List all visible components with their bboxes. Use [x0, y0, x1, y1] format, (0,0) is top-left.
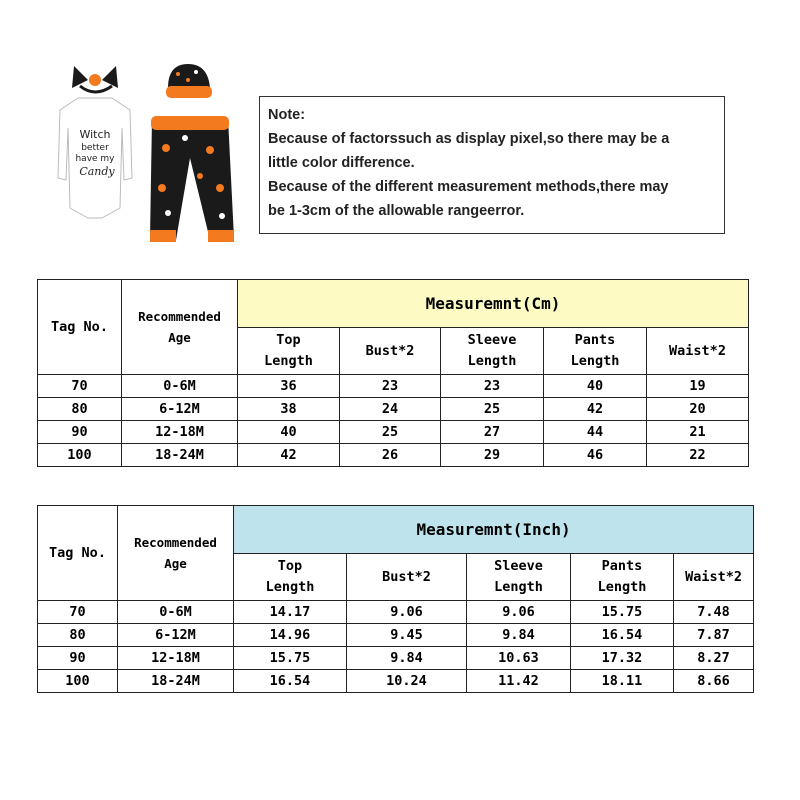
table-cell: 17.32 — [571, 647, 674, 670]
table-cell: 8.66 — [674, 670, 754, 693]
table-cell: 80 — [38, 398, 122, 421]
table-cell: 24 — [340, 398, 441, 421]
table-cell: 90 — [38, 647, 118, 670]
table-cell: 80 — [38, 624, 118, 647]
table-row — [38, 647, 754, 670]
table-cell: 40 — [544, 375, 647, 398]
table-cell: 18.11 — [571, 670, 674, 693]
table-cell: 46 — [544, 444, 647, 467]
column-header: Bust*2 — [340, 328, 441, 375]
table-cell: 38 — [238, 398, 340, 421]
table-cell: 12-18M — [118, 647, 234, 670]
table-cell: 15.75 — [234, 647, 347, 670]
table-row — [38, 421, 749, 444]
table-cell: 16.54 — [234, 670, 347, 693]
table-cell: 70 — [38, 601, 118, 624]
table-cell: 9.84 — [347, 647, 467, 670]
table-cell: 11.42 — [467, 670, 571, 693]
table-cell: 70 — [38, 375, 122, 398]
column-header: Top Length — [234, 554, 347, 601]
table-cell: 8.27 — [674, 647, 754, 670]
note-line: Because of the different measurement methods,there may — [268, 179, 669, 195]
headband-icon — [72, 66, 118, 92]
note-line: little color difference. — [268, 155, 415, 171]
table-row — [38, 601, 754, 624]
table-row — [38, 624, 754, 647]
table-row — [38, 375, 749, 398]
table-cell: 14.17 — [234, 601, 347, 624]
tag-header: Tag No. — [38, 280, 122, 375]
table-row — [38, 398, 749, 421]
table-cell: 27 — [441, 421, 544, 444]
table-cell: 10.24 — [347, 670, 467, 693]
onesie-text-2: better — [81, 143, 109, 153]
onesie-text-4: Candy — [79, 165, 115, 178]
tag-header: Tag No. — [38, 506, 118, 601]
pants-icon — [150, 116, 234, 242]
column-header: Pants Length — [544, 328, 647, 375]
table-cell: 26 — [340, 444, 441, 467]
table-cell: 19 — [647, 375, 749, 398]
size-table-cm — [37, 279, 749, 467]
onesie-text-3: have my — [75, 154, 115, 164]
table-cell: 22 — [647, 444, 749, 467]
column-header: Waist*2 — [647, 328, 749, 375]
product-image — [50, 58, 240, 248]
column-header: Sleeve Length — [441, 328, 544, 375]
table-cell: 25 — [441, 398, 544, 421]
age-header: Recommended Age — [118, 506, 234, 601]
table-cell: 10.63 — [467, 647, 571, 670]
hat-icon — [166, 64, 212, 98]
table-cell: 7.87 — [674, 624, 754, 647]
table-cell: 15.75 — [571, 601, 674, 624]
onesie-text-1: Witch — [79, 128, 111, 141]
note-title: Note: — [268, 107, 306, 123]
table-cell: 9.06 — [347, 601, 467, 624]
column-header: Top Length — [238, 328, 340, 375]
table-cell: 21 — [647, 421, 749, 444]
table-cell: 90 — [38, 421, 122, 444]
column-header: Sleeve Length — [467, 554, 571, 601]
measurement-header: Measuremnt(Cm) — [238, 280, 749, 328]
table-cell: 42 — [544, 398, 647, 421]
table-cell: 18-24M — [118, 670, 234, 693]
table-cell: 23 — [441, 375, 544, 398]
table-row — [38, 444, 749, 467]
table-cell: 44 — [544, 421, 647, 444]
table-cell: 20 — [647, 398, 749, 421]
table-cell: 9.84 — [467, 624, 571, 647]
note-box — [259, 96, 725, 234]
table-cell: 6-12M — [122, 398, 238, 421]
column-header: Waist*2 — [674, 554, 754, 601]
table-cell: 9.45 — [347, 624, 467, 647]
table-cell: 12-18M — [122, 421, 238, 444]
onesie-icon — [58, 98, 132, 218]
column-header: Pants Length — [571, 554, 674, 601]
table-cell: 7.48 — [674, 601, 754, 624]
table-cell: 36 — [238, 375, 340, 398]
age-header: Recommended Age — [122, 280, 238, 375]
note-line: be 1-3cm of the allowable rangeerror. — [268, 203, 525, 219]
size-table-inch — [37, 505, 754, 693]
table-cell: 18-24M — [122, 444, 238, 467]
table-cell: 23 — [340, 375, 441, 398]
measurement-header: Measuremnt(Inch) — [234, 506, 754, 554]
table-cell: 9.06 — [467, 601, 571, 624]
table-cell: 14.96 — [234, 624, 347, 647]
note-line: Because of factorssuch as display pixel,so there may be a — [268, 131, 670, 147]
column-header: Bust*2 — [347, 554, 467, 601]
table-cell: 40 — [238, 421, 340, 444]
table-cell: 100 — [38, 670, 118, 693]
table-cell: 29 — [441, 444, 544, 467]
table-cell: 16.54 — [571, 624, 674, 647]
table-cell: 100 — [38, 444, 122, 467]
table-cell: 6-12M — [118, 624, 234, 647]
table-cell: 25 — [340, 421, 441, 444]
table-row — [38, 670, 754, 693]
table-cell: 0-6M — [118, 601, 234, 624]
table-cell: 42 — [238, 444, 340, 467]
table-cell: 0-6M — [122, 375, 238, 398]
